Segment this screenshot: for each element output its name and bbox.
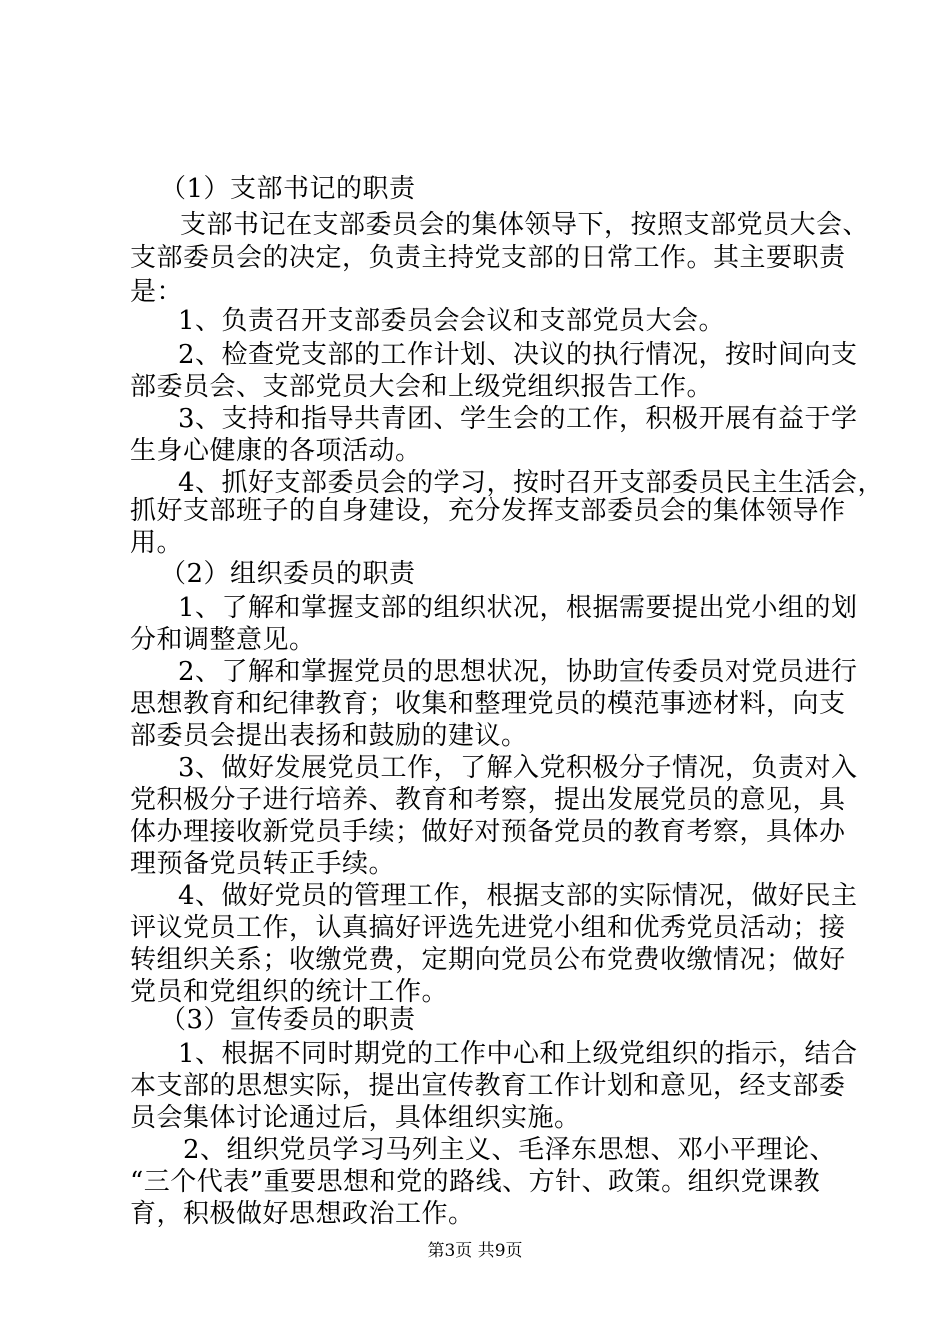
paragraph-line: 3、支持和指导共青团、学生会的工作，积极开展有益于学 (178, 404, 858, 434)
paragraph-line: 2、组织党员学习马列主义、毛泽东思想、邓小平理论、 (183, 1135, 837, 1165)
paragraph-line: 1、了解和掌握支部的组织状况，根据需要提出党小组的划 (178, 593, 858, 623)
paragraph-line: 体办理接收新党员手续；做好对预备党员的教育考察，具体办 (130, 817, 846, 847)
paragraph-line: 本支部的思想实际，提出宣传教育工作计划和意见，经支部委 (130, 1071, 846, 1101)
paragraph-line: 1、根据不同时期党的工作中心和上级党组织的指示，结合 (178, 1039, 858, 1069)
paragraph-line: “三个代表”重要思想和党的路线、方针、政策。组织党课教 (130, 1167, 821, 1197)
paragraph-line: 是： (130, 277, 184, 307)
paragraph-line: 4、抓好支部委员会的学习，按时召开支部委员民主生活会， (178, 468, 885, 498)
paragraph-line: 2、检查党支部的工作计划、决议的执行情况，按时间向支 (178, 340, 858, 370)
paragraph-line: 2、了解和掌握党员的思想状况，协助宣传委员对党员进行 (178, 657, 858, 687)
paragraph-line: 党积极分子进行培养、教育和考察，提出发展党员的意见，具 (130, 785, 846, 815)
paragraph-line: 用。 (130, 528, 184, 558)
paragraph-line: 分和调整意见。 (130, 625, 316, 655)
paragraph-line: 3、做好发展党员工作，了解入党积极分子情况，负责对入 (178, 753, 858, 783)
paragraph-line: 育，积极做好思想政治工作。 (130, 1199, 475, 1229)
paragraph-line: 支部委员会的决定，负责主持党支部的日常工作。其主要职责 (130, 243, 846, 273)
paragraph-line: 部委员会、支部党员大会和上级党组织报告工作。 (130, 372, 714, 402)
paragraph-line: 评议党员工作，认真搞好评选先进党小组和优秀党员活动；接 (130, 913, 846, 943)
paragraph-line: 部委员会提出表扬和鼓励的建议。 (130, 721, 528, 751)
paragraph-line: 1、负责召开支部委员会会议和支部党员大会。 (178, 306, 726, 336)
paragraph-line: 思想教育和纪律教育；收集和整理党员的模范事迹材料，向支 (130, 689, 846, 719)
paragraph-line: 支部书记在支部委员会的集体领导下，按照支部党员大会、 (180, 210, 870, 240)
section-heading-2: （2）组织委员的职责 (160, 559, 416, 589)
paragraph-line: 4、做好党员的管理工作，根据支部的实际情况，做好民主 (178, 881, 858, 911)
section-heading-1: （1）支部书记的职责 (160, 174, 416, 204)
paragraph-line: 理预备党员转正手续。 (130, 849, 396, 879)
section-heading-3: （3）宣传委员的职责 (160, 1005, 416, 1035)
paragraph-line: 生身心健康的各项活动。 (130, 436, 422, 466)
paragraph-line: 抓好支部班子的自身建设，充分发挥支部委员会的集体领导作 (130, 496, 846, 526)
page-footer: 第3页 共9页 (427, 1241, 523, 1261)
paragraph-line: 转组织关系；收缴党费，定期向党员公布党费收缴情况；做好 (130, 945, 846, 975)
paragraph-line: 党员和党组织的统计工作。 (130, 977, 449, 1007)
paragraph-line: 员会集体讨论通过后，具体组织实施。 (130, 1103, 581, 1133)
